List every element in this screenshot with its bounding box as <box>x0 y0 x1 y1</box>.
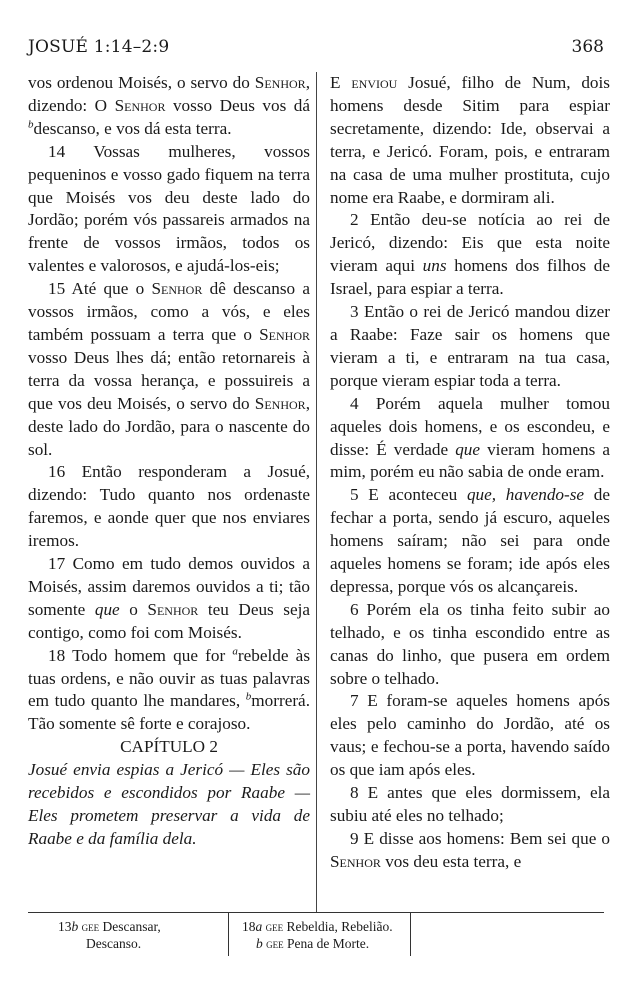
verse-16: 16 Então responderam a Josué, dizendo: Tudo quanto nos ordenaste faremos, e aonde quer que nos enviares iremos. <box>28 462 310 551</box>
verse-9: 9 E disse aos homens: Bem sei que o Senhor vos deu esta terra, e <box>330 828 610 871</box>
page-number: 368 <box>571 37 604 57</box>
verse-17: 17 Como em tudo demos ouvidos a Moisés, assim daremos ouvidos a ti; tão somente que o Senhor teu Deus seja contigo, como foi com Moisés. <box>28 554 311 642</box>
verse-18: 18 Todo homem que for $^a$rebelde às tuas ordens, e não ouvir as tuas palavras em tudo quanto lhe mandares, $^b$morrerá. Tão somente sê forte e corajoso. <box>28 644 311 734</box>
footnote-separator <box>410 912 411 956</box>
footnote-marker: a <box>232 644 238 657</box>
footnote-13b: 13b gee Descansar, Descanso. <box>58 919 161 951</box>
verse-1: E enviou Josué, filho de Num, dois homens desde Sitim para espiar secretamente, dizendo: Ide, observai a terra, e Jericó. Foram, pois, e entraram na casa de uma mulher prostituta, cujo nome era Raabe, e dormiram ali. <box>330 73 610 207</box>
verse-8: 8 E antes que eles dormissem, ela subiu até eles no telhado; <box>330 783 610 825</box>
verse-7: 7 E foram-se aqueles homens após eles pelo caminho do Jordão, até os vaus; e fechou-se a porta, havendo saído os que iam após eles. <box>330 691 610 780</box>
footnote-marker: b <box>245 690 252 703</box>
footnote-18: 18a gee Rebeldia, Rebelião. b gee Pena de Morte. <box>242 919 393 951</box>
right-column <box>330 72 610 874</box>
verse-13-continuation: vos ordenou Moisés, o servo do Senhor, dizendo: O Senhor vosso Deus vos dá $^b$descanso, e vos dá esta terra. <box>28 73 310 138</box>
column-divider <box>316 72 317 912</box>
footnote-marker: b <box>28 118 34 131</box>
verse-15: 15 Até que o Senhor dê descanso a vossos irmãos, como a vós, e eles também possuam a terra que o Senhor vosso Deus lhes dá; então retornareis à terra da vossa herança, e possuireis a que vos deu Moisés, o servo do Senhor, deste lado do Jordão, para o nascente do sol. <box>28 279 310 459</box>
verse-3: 3 Então o rei de Jericó mandou dizer a Raabe: Faze sair os homens que vieram a ti, e entraram na tua casa, porque vieram espiar toda a terra. <box>330 302 610 390</box>
page-header-reference: JOSUÉ 1:14–2:9 <box>28 37 170 57</box>
verse-4: 4 Porém aquela mulher tomou aqueles dois homens, e os escondeu, e disse: É verdade que vieram homens a mim, porém eu não sabia de onde eram. <box>330 393 610 482</box>
footnote-separator <box>228 912 229 956</box>
verse-5: 5 E aconteceu que, havendo-se de fechar a porta, sendo já escuro, aqueles homens saíram; não sei para onde aqueles homens se foram; ide após eles depressa, porque vós os alcançareis. <box>330 485 611 596</box>
verse-14: 14 Vossas mulheres, vossos pequeninos e vosso gado fiquem na terra que Moisés vos deu deste lado do Jordão; porém vós passareis armados na frente de vossos irmãos, todos os valentes e valorosos, e ajudá-los-eis; <box>28 141 310 276</box>
left-column <box>28 72 310 851</box>
chapter-summary: Josué envia espias a Jericó — Eles são recebidos e escondidos por Raabe — Eles prometem preservar a vida de Raabe e da família dela. <box>28 760 310 848</box>
verse-6: 6 Porém ela os tinha feito subir ao telhado, e os tinha escondido entre as canas do linho, que pusera em ordem sobre o telhado. <box>330 599 610 688</box>
verse-2: 2 Então deu-se notícia ao rei de Jericó, dizendo: Eis que esta noite vieram aqui uns homens dos filhos de Israel, para espiar a terra. <box>330 210 610 299</box>
chapter-heading: CAPÍTULO 2 <box>120 737 218 757</box>
footnote-rule <box>28 912 604 913</box>
